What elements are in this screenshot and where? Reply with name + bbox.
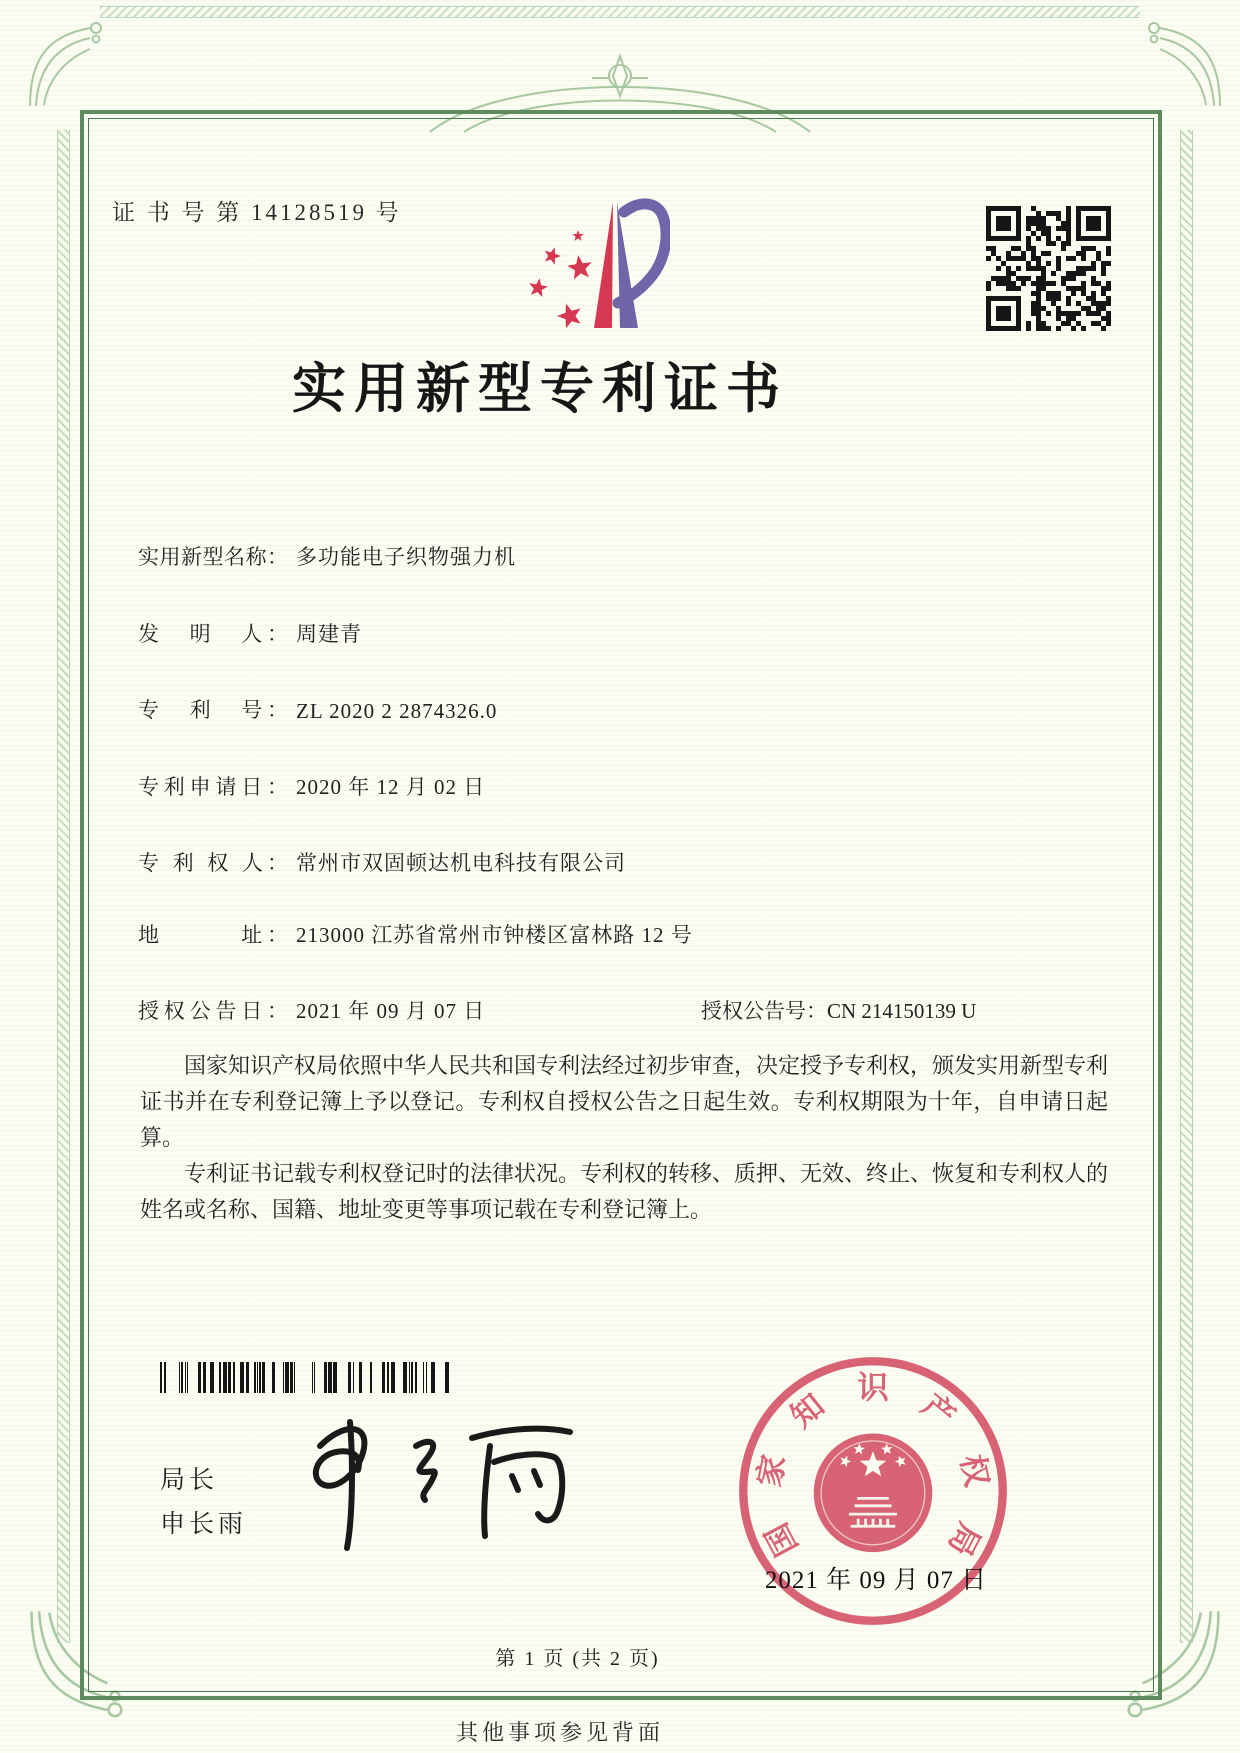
field-row-patentee	[138, 847, 626, 877]
field-row-filing-date	[138, 771, 485, 801]
field-label: 专 利 权 人：	[138, 851, 288, 875]
field-label: 地 址：	[138, 923, 288, 947]
field-value: 2021 年 09 月 07 日	[296, 999, 486, 1023]
right-guilloche-band	[1180, 130, 1193, 1643]
field-value: CN 214150139 U	[827, 999, 977, 1023]
legal-paragraph-2: 专利证书记载专利权登记时的法律状况。专利权的转移、质押、无效、终止、恢复和专利权人的姓名或名称、国籍、地址变更等事项记载在专利登记簿上。	[140, 1161, 1109, 1222]
field-row-inventor	[138, 618, 362, 648]
field-label: 专 利 号：	[138, 698, 288, 722]
field-value: ZL 2020 2 2874326.0	[296, 699, 498, 723]
field-value: 多功能电子织物强力机	[296, 545, 516, 569]
field-row-patent-number	[138, 694, 497, 724]
field-label: 授权公告日：	[138, 999, 288, 1023]
field-value: 常州市双固顿达机电科技有限公司	[296, 851, 626, 875]
svg-text:产: 产	[915, 1387, 962, 1435]
svg-text:家: 家	[751, 1451, 792, 1490]
footer-note: 其他事项参见背面	[455, 1720, 664, 1745]
field-value: 2020 年 12 月 02 日	[296, 775, 486, 799]
seal-date: 2021 年 09 月 07 日	[764, 1567, 988, 1594]
field-row-address	[138, 919, 693, 949]
certificate-title: 实用新型专利证书	[292, 359, 788, 419]
handwritten-signature-image	[292, 1404, 582, 1554]
corner-flourish-icon	[1131, 16, 1226, 111]
field-row-utility-name	[138, 541, 516, 571]
commissioner-title: 局长	[160, 1467, 219, 1494]
field-label: 发 明 人：	[138, 622, 288, 646]
svg-text:权: 权	[954, 1451, 995, 1490]
field-row-grant-date	[138, 995, 1108, 1025]
field-label: 实用新型名称：	[138, 545, 288, 569]
commissioner-name: 申长雨	[160, 1511, 248, 1538]
svg-text:识: 识	[857, 1370, 889, 1406]
field-value: 周建青	[296, 622, 362, 646]
barcode-icon	[160, 1362, 452, 1393]
legal-text-block	[140, 1048, 1108, 1228]
page-indicator: 第 1 页 (共 2 页)	[495, 1648, 660, 1670]
svg-text:局: 局	[941, 1517, 988, 1562]
corner-flourish-icon	[24, 16, 119, 111]
field-label: 专利申请日：	[138, 775, 288, 799]
field-row-gazette-number	[701, 995, 976, 1025]
cnipa-logo-icon	[520, 196, 670, 338]
left-guilloche-band	[57, 130, 70, 1643]
top-guilloche-band	[100, 6, 1140, 18]
certificate-number: 证 书 号 第 14128519 号	[112, 200, 402, 225]
legal-paragraph-1: 国家知识产权局依照中华人民共和国专利法经过初步审查，决定授予专利权，颁发实用新型专利证书并在专利登记簿上予以登记。专利权自授权公告之日起生效。专利权期限为十年，自申请日起算。	[140, 1053, 1109, 1150]
svg-text:知: 知	[784, 1387, 831, 1435]
field-value: 213000 江苏省常州市钟楼区富林路 12 号	[296, 923, 693, 947]
field-label: 授权公告号：	[701, 999, 827, 1023]
svg-text:国: 国	[758, 1517, 805, 1562]
qr-code-icon	[986, 206, 1111, 331]
